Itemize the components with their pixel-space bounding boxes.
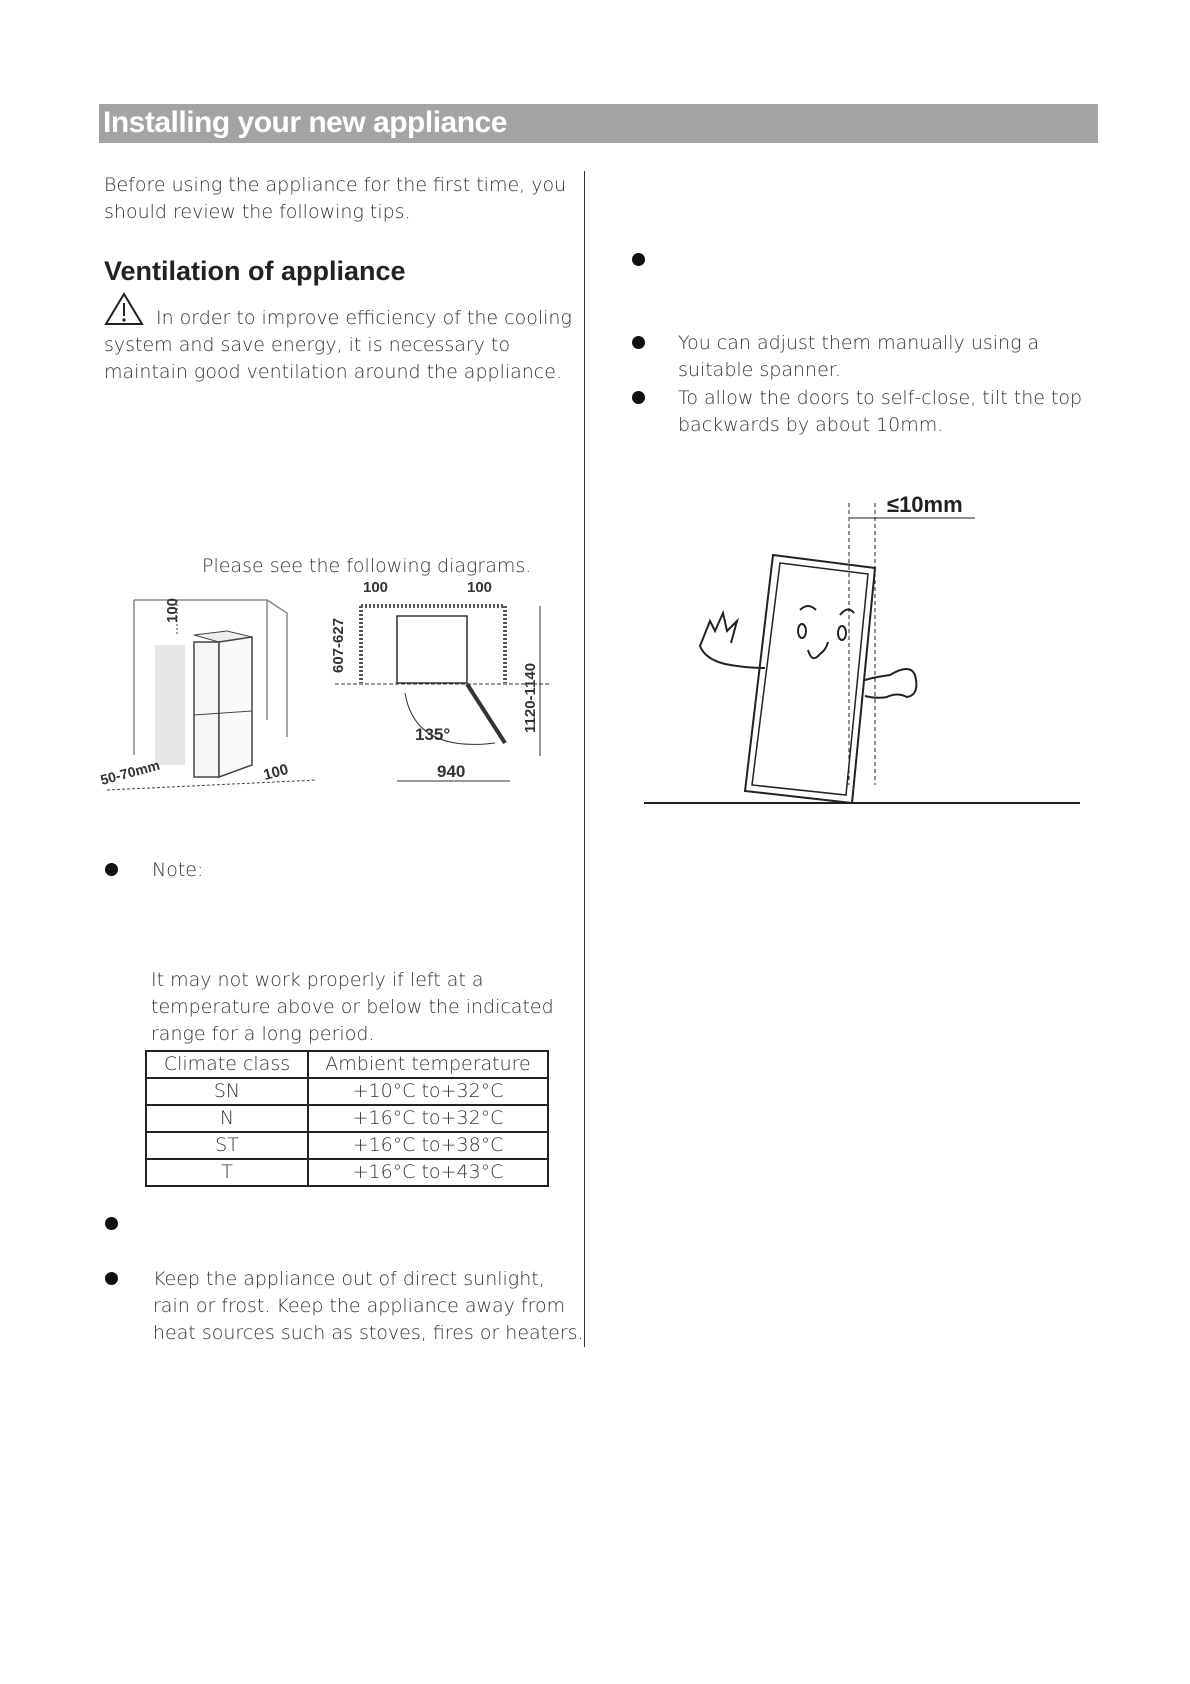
table-cell: N: [146, 1105, 308, 1132]
door-opening-plan-diagram: [325, 578, 555, 793]
tilt-line: backwards by about 10mm.: [678, 414, 944, 436]
diagram-caption: Please see the following diagrams.: [202, 555, 532, 577]
tilt-line: To allow the doors to self-close, tilt the top: [678, 387, 1083, 409]
note-line: temperature above or below the indicated: [151, 996, 554, 1018]
sunlight-line: heat sources such as stoves, fires or heaters.: [153, 1322, 584, 1344]
table-header: Ambient temperature: [308, 1051, 548, 1078]
ventilation-heading: Ventilation of appliance: [104, 256, 406, 286]
table-cell: +10°C to+32°C: [308, 1078, 548, 1105]
climate-class-table: [145, 1050, 549, 1187]
page-title: Installing your new appliance: [103, 106, 507, 139]
section-header: [99, 104, 1098, 143]
table-cell: +16°C to+43°C: [308, 1159, 548, 1186]
table-cell: ST: [146, 1132, 308, 1159]
sunlight-line: Keep the appliance out of direct sunlight,: [153, 1268, 545, 1290]
table-row: [146, 1159, 548, 1186]
door-tilt-diagram: [640, 485, 1090, 810]
table-cell: +16°C to+38°C: [308, 1132, 548, 1159]
table-row: [146, 1078, 548, 1105]
bullet-icon: [105, 1217, 118, 1230]
ventilation-line: system and save energy, it is necessary to: [104, 334, 511, 356]
sunlight-text: [153, 1266, 584, 1347]
table-cell: SN: [146, 1078, 308, 1105]
adjust-line: suitable spanner.: [678, 359, 841, 381]
plan-right-label: 100: [467, 579, 493, 596]
bullet-icon: [105, 1272, 118, 1285]
bullet-icon: [632, 391, 645, 404]
plan-left-label: 100: [363, 579, 389, 596]
ventilation-line: In order to improve efficiency of the cooling: [156, 307, 572, 329]
side-gap-label: 100: [261, 760, 291, 784]
width-label: 940: [437, 762, 466, 781]
table-header: Climate class: [146, 1051, 308, 1078]
tilt-text: [678, 385, 1082, 439]
table-row: [146, 1132, 548, 1159]
intro-line: should review the following tips.: [104, 201, 411, 223]
note-label: Note:: [152, 859, 204, 881]
bullet-icon: [632, 253, 645, 266]
adjust-text: [678, 330, 1039, 384]
note-text: [151, 967, 554, 1048]
ventilation-line: maintain good ventilation around the appliance.: [104, 361, 562, 383]
intro-line: Before using the appliance for the first time, you: [104, 174, 567, 196]
sunlight-line: rain or frost. Keep the appliance away from: [153, 1295, 566, 1317]
adjust-line: You can adjust them manually using a: [678, 332, 1040, 354]
total-depth-label: 1120-1140: [522, 662, 539, 733]
rear-gap-label: 50-70mm: [98, 756, 162, 788]
note-line: It may not work properly if left at a: [151, 969, 484, 991]
table-row: [146, 1105, 548, 1132]
ventilation-text: [104, 305, 572, 386]
column-divider: [584, 171, 585, 1347]
table-header-row: [146, 1051, 548, 1078]
bullet-icon: [632, 336, 645, 349]
clearance-3d-diagram: [97, 585, 327, 795]
top-gap-label: 100: [164, 597, 181, 623]
note-line: range for a long period.: [151, 1023, 375, 1045]
depth-label: 607-627: [330, 617, 347, 673]
bullet-icon: [105, 863, 118, 876]
table-cell: +16°C to+32°C: [308, 1105, 548, 1132]
tilt-label: ≤10mm: [887, 492, 963, 517]
intro-text: [104, 172, 566, 226]
table-cell: T: [146, 1159, 308, 1186]
angle-label: 135°: [415, 725, 451, 744]
